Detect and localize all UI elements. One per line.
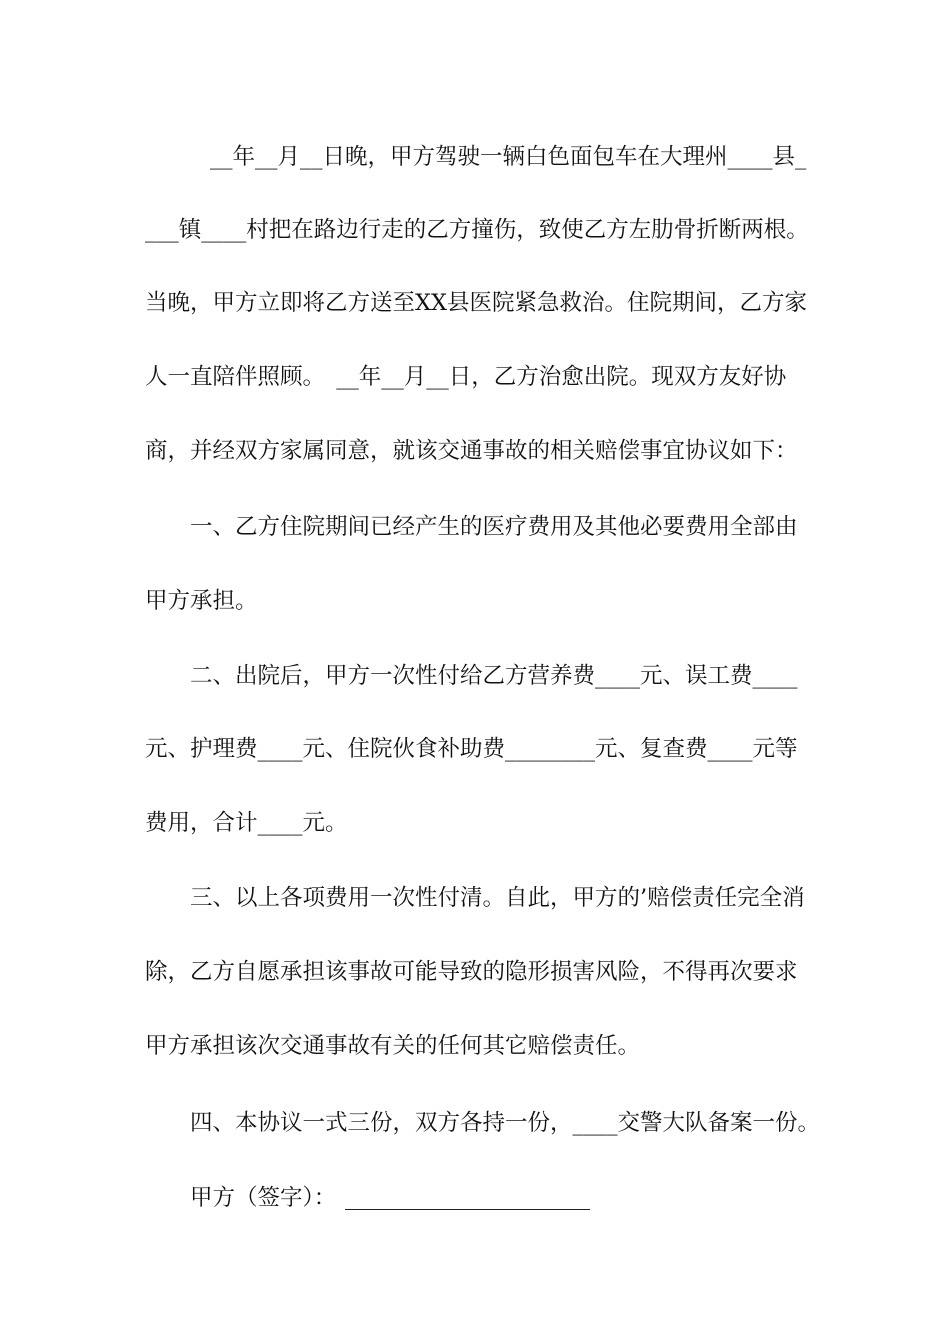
paragraph-intro-line-1: __年__月__日晚，甲方驾驶一辆白色面包车在大理州____县_ [210, 144, 807, 170]
clause-3-line-3: 甲方承担该次交通事故有关的任何其它赔偿责任。 [145, 1033, 641, 1059]
party-a-signature-line [345, 1209, 590, 1210]
clause-3-line-1: 三、以上各项费用一次性付清。自此，甲方的’赔偿责任完全消 [190, 885, 805, 911]
paragraph-intro-line-2: ___镇____村把在路边行走的乙方撞伤，致使乙方左肋骨折断两根。 [145, 217, 809, 243]
clause-1-line-1: 一、乙方住院期间已经产生的医疗费用及其他必要费用全部由 [190, 514, 798, 540]
paragraph-intro-line-4: 人一直陪伴照顾。 __年__月__日，乙方治愈出院。现双方友好协 [145, 364, 787, 390]
paragraph-intro-line-5: 商，并经双方家属同意，就该交通事故的相关赔偿事宜协议如下： [145, 438, 798, 464]
clause-2-line-1: 二、出院后，甲方一次性付给乙方营养费____元、误工费____ [190, 663, 798, 689]
clause-2-line-2: 元、护理费____元、住院伙食补助费________元、复查费____元等 [145, 736, 798, 762]
party-a-signature-label: 甲方（签字）： [190, 1185, 337, 1211]
clause-1-line-2: 甲方承担。 [145, 588, 258, 614]
clause-3-line-2: 除，乙方自愿承担该事故可能导致的隐形损害风险，不得再次要求 [145, 959, 798, 985]
clause-4-line-1: 四、本协议一式三份，双方各持一份，____交警大队备案一份。 [190, 1110, 821, 1136]
paragraph-intro-line-3: 当晚，甲方立即将乙方送至XX县医院紧急救治。住院期间，乙方家 [145, 290, 808, 316]
clause-2-line-3: 费用，合计____元。 [145, 810, 348, 836]
